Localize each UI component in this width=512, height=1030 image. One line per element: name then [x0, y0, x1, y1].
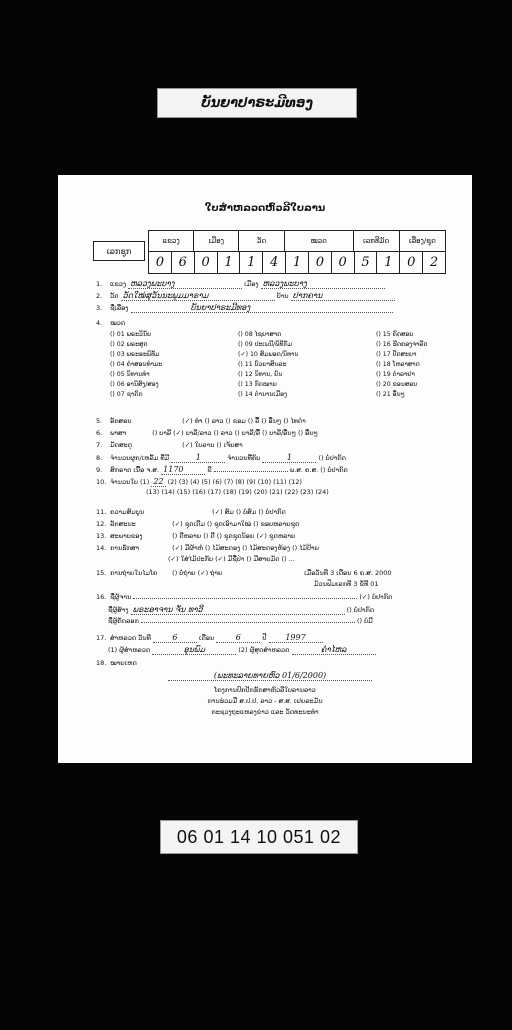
row-category — [96, 319, 125, 328]
category-option: () 03 ພຣະອະພິທັມ — [110, 351, 160, 358]
form-title: ໃບສຳຫລວດຫົວລີໃບລານ — [204, 203, 326, 214]
microfilm-date: ເມື່ອວັນທີ 3 ເດືອນ 6 ຄ.ສ. 2000 — [304, 569, 392, 577]
code-digit: 5 — [355, 252, 378, 273]
preservation-options: (✓) ມີຜ້າຫໍ່ () ໄມ້ສະດອງ () ໄມ້ສະດອງຫ້ອງ () ໄມ້ປ້າຍ — [172, 544, 320, 552]
code-digit: 0 — [149, 252, 172, 273]
row-number: 1. — [96, 280, 103, 288]
leaves-slots: (2) (3) (4) (5) (6) (7) (8) (9) (10) (11) (12) — [167, 478, 302, 486]
field-label: ຈໍານວນໃບ (1) — [110, 478, 150, 486]
era-value: 1170 — [161, 465, 205, 475]
row-era — [96, 465, 348, 475]
category-option: () 05 ນິທານທໍາ — [110, 371, 150, 378]
row-number: 9. — [96, 466, 103, 474]
checker-value: ຄໍາໄຫລ — [292, 645, 376, 655]
field-label: ໝາຍເຫດ — [110, 659, 137, 667]
row-number: 5. — [96, 417, 103, 425]
survey-month: 6 — [216, 633, 260, 643]
row-film-number — [314, 580, 379, 589]
row-number: 10. — [96, 478, 107, 486]
row-number: 12. — [96, 520, 107, 528]
row-remarks-value — [168, 671, 372, 681]
survey-year: 1997 — [269, 633, 323, 643]
row-surveyors — [108, 645, 376, 655]
survey-form-sheet — [58, 175, 472, 763]
code-header: ເມືອງ — [194, 231, 239, 251]
row-number: 6. — [96, 429, 103, 437]
row-temple — [96, 291, 395, 301]
field-label: ແຂວງ — [110, 280, 127, 288]
leaves-slots: (13) (14) (15) (16) (17) (18) (19) (20) (21) (22) (23) (24) — [146, 488, 329, 496]
field-option: () ບໍ່ມີ — [356, 617, 373, 625]
field-label: ລັກສະນະ — [110, 520, 136, 528]
temple-value: ວັດໃໝ່ສຸວັນນະພູມມາຣາມ — [121, 291, 275, 301]
row-preservation-2 — [168, 555, 295, 564]
field-label: ເດືອນ — [199, 634, 215, 642]
story-title-value: ບັນຍາປາຣະມີທອງ — [131, 303, 393, 313]
row-condition — [96, 532, 295, 541]
code-digit: 0 — [332, 252, 355, 273]
footer-line: ໂຄງການປົກປັກຮັກສາຫົວລີໃບລານລາວ — [214, 686, 316, 694]
code-digit: 1 — [218, 252, 241, 273]
row-number: 7. — [96, 441, 103, 449]
category-option: (✓) 10 ສົມພອດ/ນິທານ — [238, 351, 299, 358]
code-headers — [149, 231, 445, 252]
field-option: () ບໍ່ປາກົດ — [346, 606, 375, 614]
survey-day: 6 — [153, 633, 197, 643]
film-number: ມ້ວນຟິມເລກທີ 3 ຂໍ້ທີ 01 — [314, 580, 379, 588]
row-province — [96, 279, 385, 289]
category-option: () 08 ໄຊຍາສາດ — [238, 331, 282, 338]
field-label: ສໍາຫລວດ ວັນທີ — [110, 634, 151, 642]
category-option: () 16 ຮີດຄອງຈາລີດ — [376, 341, 428, 348]
row-material — [96, 441, 243, 450]
category-option: () 14 ຕໍານານເມືອງ — [238, 391, 287, 398]
row-leaves-2 — [146, 488, 329, 497]
remarks-value: (ພະທະລາຍທາຍຫົວ 01/6/2000) — [168, 671, 372, 681]
category-option: () 02 ພຣະສູດ — [110, 341, 148, 348]
row-remarks — [96, 659, 160, 668]
row-bundles — [96, 453, 346, 463]
complete-value: 1 — [262, 453, 316, 463]
category-option: () 17 ປັດສະຍາ — [376, 351, 417, 358]
row-number: 2. — [96, 292, 103, 300]
category-option: () 15 ຄົດສອນ — [376, 331, 414, 338]
field-label: (2) ຜູ້ສຸດສໍາຫລວດ — [238, 646, 290, 654]
code-digit: 0 — [309, 252, 332, 273]
category-option: () 09 ປະເພນີ/ພິທີກັມ — [238, 341, 292, 348]
row-number: 18. — [96, 659, 107, 667]
code-header: ເລກທີມັດ — [354, 231, 400, 251]
row-script — [96, 417, 306, 426]
category-option: () 04 ຄໍາສອນທໍາມະ — [110, 361, 163, 368]
row-sponsor — [108, 605, 374, 615]
code-digit: 0 — [400, 252, 423, 273]
row-microfilm — [96, 569, 392, 578]
completeness-options: (✓) ສົມ () ບໍ່ສົມ () ບໍ່ປາກົດ — [212, 508, 286, 516]
field-label: ບ້ານ — [276, 292, 289, 300]
code-digit: 0 — [195, 252, 218, 273]
field-label: (1) ຜູ້ສໍາຫລວດ — [108, 646, 151, 654]
field-label: ການຖ່າຍໃນໄມໂຄ — [110, 569, 158, 577]
field-label: ມັດສະດຸ — [110, 441, 133, 449]
condition-options: () ດີຫລາຍ () ດີ () ຊຸດຊຸດນ້ອຍ (✓) ຊຸດຫລາຍ — [172, 532, 296, 540]
language-options: () ບາລີ (✓) ບາລີ/ລາວ () ລາວ () ບາລີ/ລື້ () ບາລີ/ອື່ນໆ () ອື່ນໆ — [152, 429, 318, 437]
row-number: 15. — [96, 569, 107, 577]
form-footer — [58, 685, 472, 718]
category-option: () 07 ຊາດົກ — [110, 391, 143, 398]
bundles-value: 1 — [171, 453, 225, 463]
field-option: () ບໍ່ປາກົດ — [318, 454, 347, 462]
field-label: ປີ — [262, 634, 267, 642]
field-option: ພ.ສ. ຄ.ສ. () ບໍ່ປາກົດ — [289, 466, 348, 474]
category-option: () 21 ອື່ນໆ — [376, 391, 405, 398]
code-digit: 1 — [377, 252, 400, 273]
row-number: 4. — [96, 319, 103, 327]
row-preservation — [96, 544, 319, 553]
row-leaves — [96, 477, 302, 487]
category-option: () 06 ອານິສົງ/ສອງ — [110, 381, 159, 388]
surveyor-value: ອຸນພົມ — [152, 645, 236, 655]
row-language — [96, 429, 318, 438]
sponsor-value: ພຣະອາຈານ ຈັນ ທາວີ — [131, 605, 345, 615]
code-digit: 1 — [286, 252, 309, 273]
category-option: () 13 ກົດໝາຍ — [238, 381, 277, 388]
code-digit: 6 — [172, 252, 195, 273]
field-label: ຈໍານວນທີ່ຄົບ — [227, 454, 261, 462]
field-label: ຄວາມສົມບູນ — [110, 508, 145, 516]
code-table — [106, 230, 446, 274]
field-label: ຊື່ຜູ້ຈານ — [110, 593, 132, 601]
row-copyist — [108, 617, 373, 626]
field-label: ເມືອງ — [244, 280, 259, 288]
row-number: 8. — [96, 454, 103, 462]
row-number: 11. — [96, 508, 107, 516]
field-label: ຂີ — [207, 466, 212, 474]
code-label: ເລກຊຸກ — [93, 241, 145, 261]
district-value: ຫລວງພະບາງ — [261, 279, 385, 289]
bottom-code-label: 06 01 14 10 051 02 — [160, 820, 358, 854]
code-digit: 2 — [429, 255, 439, 270]
code-digits — [149, 252, 445, 273]
leaves-value: 22 — [153, 477, 164, 486]
row-story-title — [96, 303, 393, 313]
code-header: ວັດ — [239, 231, 284, 251]
field-label: ຊື່ຜູ້ຄັດລອກ — [108, 617, 139, 625]
row-number: 14. — [96, 544, 107, 552]
code-header: ໝວດ — [285, 231, 354, 251]
field-label: ຊື່ເລື່ອງ — [110, 304, 129, 312]
category-option: () 20 ຂອນສອນ — [376, 381, 418, 388]
code-header: ແຂວງ — [149, 231, 194, 251]
category-option: () 19 ຕໍາລາຢາ — [376, 371, 415, 378]
material-options: (✓) ໃບລານ () ເຈ້ຍສາ — [182, 441, 243, 449]
field-label: ອັກສອນ — [110, 417, 132, 425]
category-option: () 12 ນິທານ, ຍົນ — [238, 371, 283, 378]
field-label: ສົກຣາດ ເນື້ອ ຈ.ສ. — [110, 466, 160, 474]
preservation-options: (✓) ໃສ່ໄມ້ປະກັບ (✓) ມີຊື່ປ່າ () ມີສາຍມັດ () ... — [168, 555, 295, 563]
category-option: () 18 ໂຫລາສາດ — [376, 361, 420, 368]
category-option: () 01 ພຣະວິນັຍ — [110, 331, 152, 338]
field-option: (✓) ບໍ່ປາກົດ — [359, 593, 393, 601]
row-survey-date — [96, 633, 323, 643]
footer-line: ກະຊວງຖະແຫລງຂ່າວ ແລະ ວັດທະນະທໍາ — [211, 708, 319, 716]
province-value: ຫລວງພະບາງ — [128, 279, 242, 289]
script-options: (✓) ທໍາ () ລາວ () ຂອມ () ລື້ () ອື່ນໆ () ໄທດໍາ — [182, 417, 306, 425]
microfilm-options: () ບໍ່ຖ່າຍ (✓) ຖ່າຍ — [172, 569, 223, 577]
field-label: ການຮັກສາ — [110, 544, 140, 552]
field-label: ໝວດ — [110, 319, 126, 327]
code-digit: 1 — [240, 252, 263, 273]
row-number: 17. — [96, 634, 107, 642]
row-completeness — [96, 508, 286, 517]
code-digit: 4 — [263, 252, 286, 273]
field-label: ວັດ — [110, 292, 119, 300]
type-options: (✓) ຊຸດເດີມ () ຊຸດເອົາມາໃໝ່ () ຂອບຫລາຍຊຸດ — [172, 520, 300, 528]
row-number: 3. — [96, 304, 103, 312]
field-label: ສະພາບຂອງ — [110, 532, 143, 540]
top-title-label: ບັນຍາປາຣະມີທອງ — [157, 88, 357, 118]
field-label: ຈໍານວນຜູກ/ເຫລັ້ມ ທີ່ມີ — [110, 454, 170, 462]
row-scribe — [96, 593, 432, 602]
row-number: 13. — [96, 532, 107, 540]
row-type — [96, 520, 299, 529]
row-number: 16. — [96, 593, 107, 601]
category-option: () 11 ບົວຍາສິນລະ — [238, 361, 287, 368]
code-header: ເລື່ອງ/ຊຸດ — [408, 237, 436, 245]
footer-line: ການຮ່ວມມື ສ.ປ.ປ. ລາວ - ສ.ສ. ເຢຍລະມັນ — [207, 697, 323, 705]
field-label: ພາສາ — [110, 429, 127, 437]
village-value: ປາກຄານ — [291, 291, 395, 301]
field-label: ຊື່ຜູ້ສ້າງ — [108, 606, 129, 614]
